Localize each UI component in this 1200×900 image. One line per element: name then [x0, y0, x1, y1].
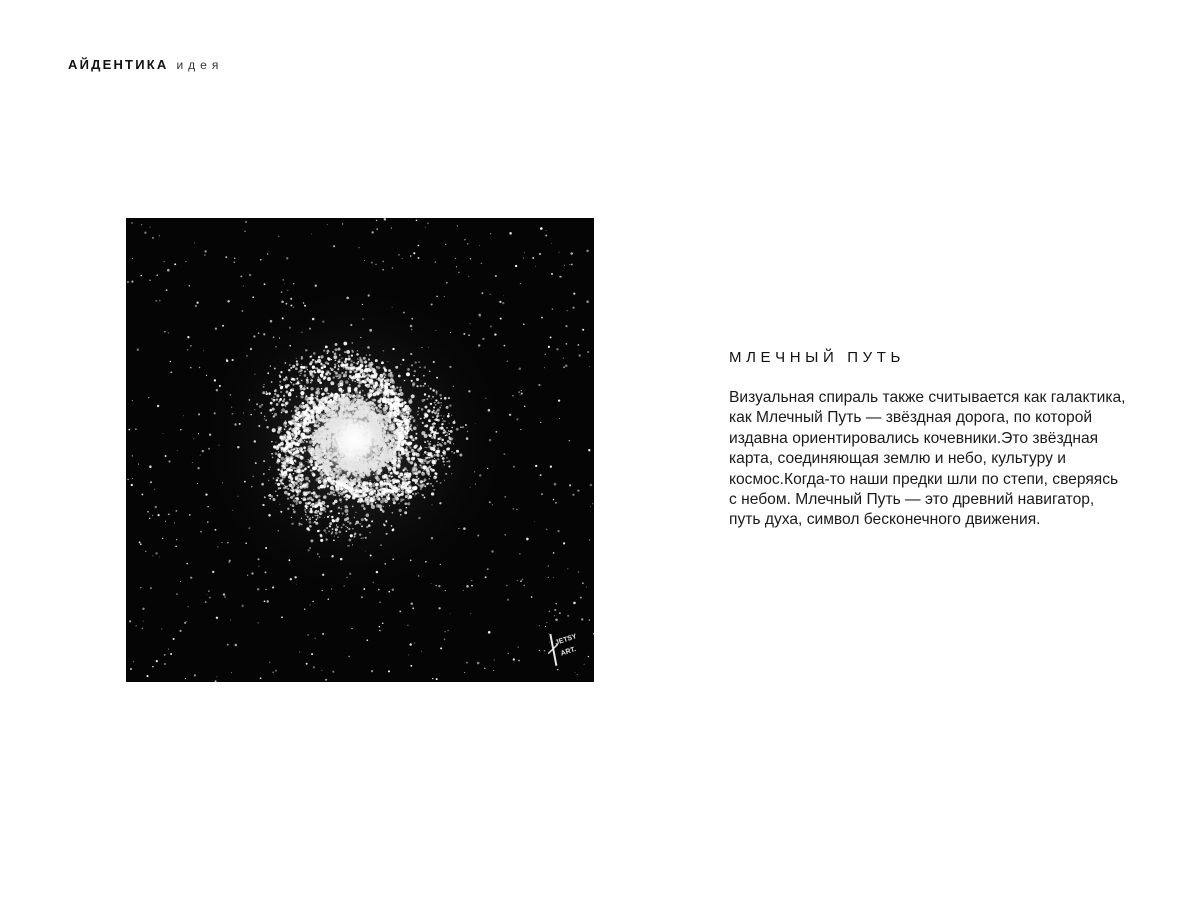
galaxy-core: [308, 394, 400, 486]
galaxy-illustration: [126, 218, 594, 682]
header-title: АЙДЕНТИКА: [68, 57, 169, 72]
signature-line-1: JETSY: [554, 633, 578, 647]
galaxy-image: [126, 218, 594, 682]
header-subtitle: идея: [176, 58, 224, 72]
section-body: Визуальная спираль также считывается как галактика, как Млечный Путь — звёздная дорога, по которой издавна ориентировались кочевники.Это звёздная карта, соединяющая землю и небо, культуру и космос.Когда-то наши предки шли по степи, сверяясь с небом. Млечный Путь — это древний навигатор, путь духа, символ бесконечного движения.: [729, 389, 1126, 529]
signature-line-2: ART.: [559, 646, 577, 658]
section-title: МЛЕЧНЫЙ ПУТЬ: [729, 349, 905, 366]
description-block: [729, 349, 1129, 531]
page-header: [68, 57, 223, 72]
